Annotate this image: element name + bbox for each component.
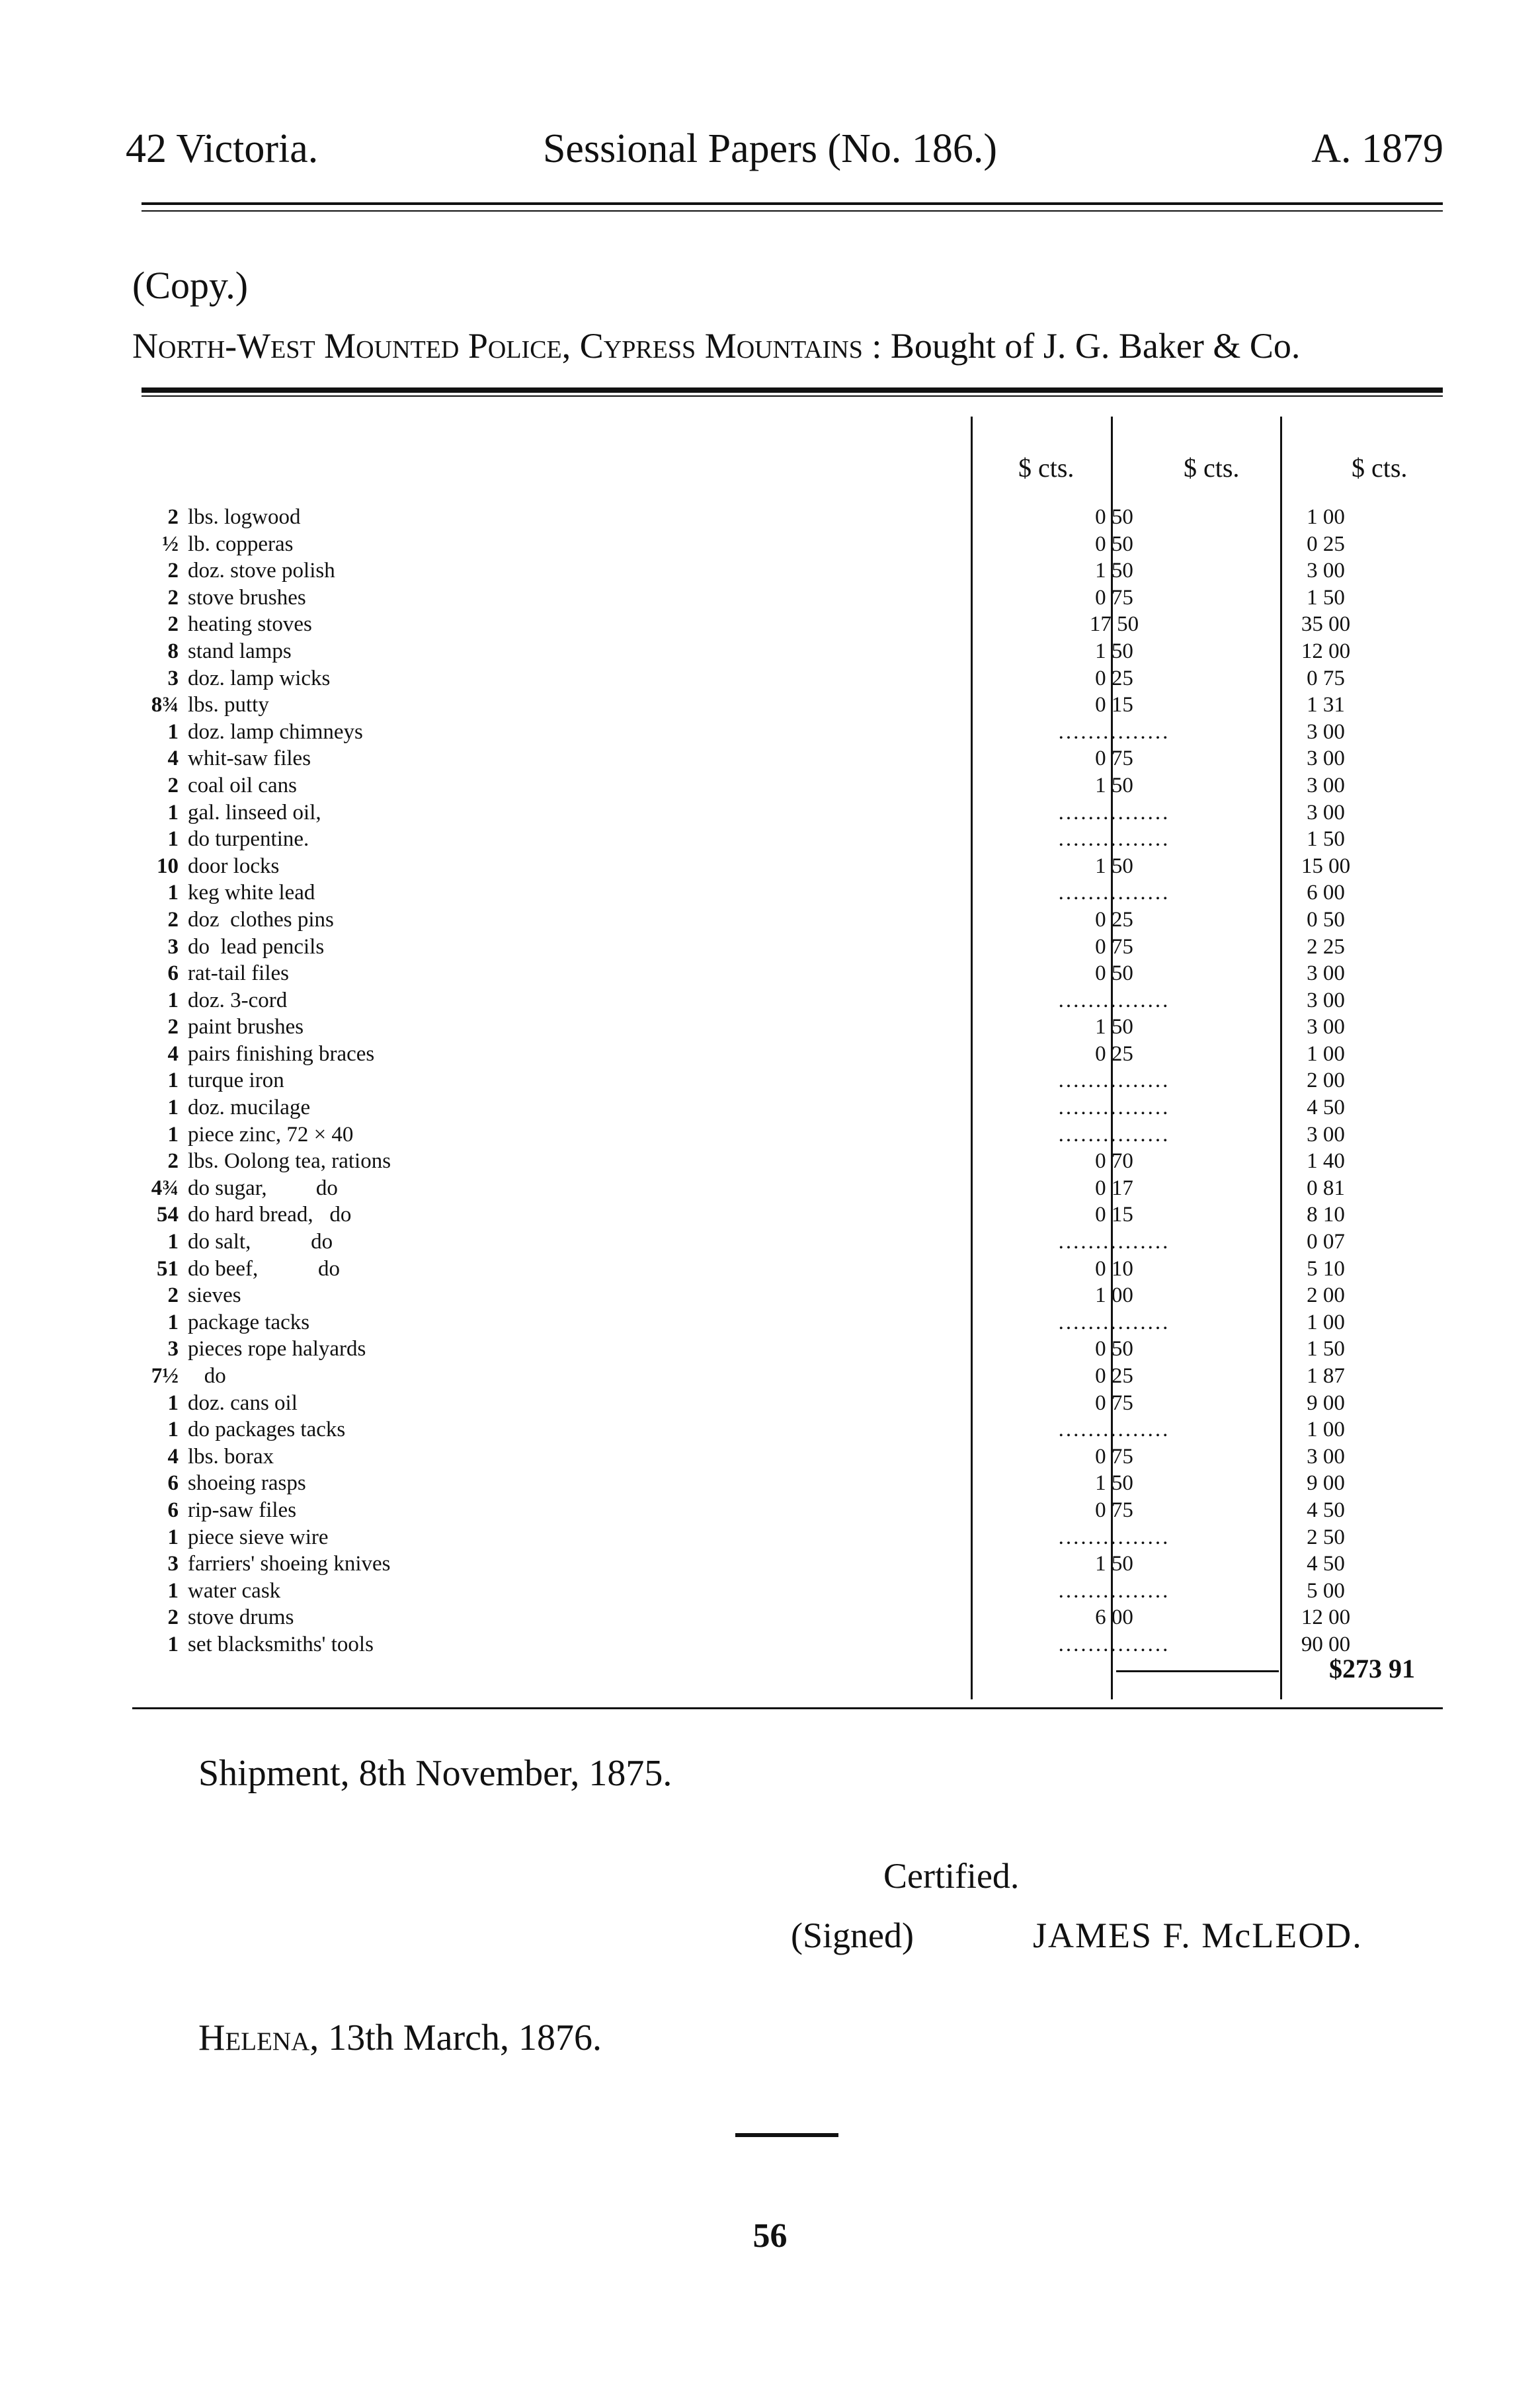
item-description-text: rip-saw files	[188, 1498, 300, 1522]
item-description	[188, 960, 1094, 987]
item-description-text: doz. lamp wicks	[188, 667, 334, 690]
item-description	[188, 1631, 1094, 1658]
table-row	[132, 1067, 1345, 1094]
item-description	[188, 1067, 1094, 1094]
item-amount: 0 75	[1307, 666, 1345, 690]
item-description-text: pairs finishing braces	[188, 1042, 378, 1066]
item-quantity: 4¾	[151, 1176, 179, 1200]
item-description	[188, 907, 1094, 933]
item-description-text: piece zinc, 72 × 40	[188, 1123, 357, 1147]
table-row	[132, 1497, 1345, 1524]
shipment-date: Shipment, 8th November, 1875.	[198, 1753, 672, 1794]
item-unit-price: 1 00	[1095, 1283, 1133, 1308]
item-quantity: 1	[167, 827, 179, 852]
item-description	[188, 1041, 1094, 1067]
table-row	[132, 1631, 1351, 1658]
item-description	[188, 1604, 1094, 1631]
copy-note: (Copy.)	[132, 264, 249, 307]
table-row	[132, 1578, 1345, 1605]
item-unit-price: 17 50	[1089, 612, 1139, 637]
item-quantity: 2	[167, 907, 179, 932]
item-quantity: 4	[167, 1041, 179, 1066]
item-amount: 1 40	[1307, 1149, 1345, 1174]
table-row	[132, 772, 1345, 799]
item-quantity: 1	[167, 1310, 179, 1334]
item-quantity: 3	[167, 1337, 179, 1361]
item-description	[188, 987, 1094, 1014]
item-amount: 8 10	[1307, 1203, 1345, 1227]
table-row	[132, 638, 1351, 665]
table-row	[132, 826, 1345, 853]
signed-label: (Signed)	[791, 1916, 914, 1955]
table-row	[132, 504, 1345, 531]
certified-label: Certified.	[883, 1856, 1020, 1896]
item-quantity: 2	[167, 1605, 179, 1630]
footer-rule	[735, 2133, 838, 2137]
title-rule-thick	[142, 387, 1443, 393]
table-row	[132, 719, 1345, 746]
item-amount: 0 50	[1307, 907, 1345, 932]
item-amount: 3 00	[1307, 747, 1345, 771]
item-quantity: 54	[157, 1203, 179, 1227]
item-description-text: do beef, do	[188, 1257, 344, 1281]
table-row	[132, 907, 1345, 934]
item-unit-price: 0 17	[1095, 1176, 1133, 1200]
item-quantity: 2	[167, 612, 179, 637]
table-row	[132, 557, 1345, 585]
table-row	[132, 1604, 1351, 1631]
item-amount: 1 00	[1307, 1041, 1345, 1066]
organization-name: North-West Mounted Police, Cypress Mountains	[132, 326, 863, 366]
item-amount: 3 00	[1307, 1444, 1345, 1469]
item-unit-price: ...............	[1058, 1632, 1170, 1656]
item-quantity: 1	[167, 1122, 179, 1147]
item-quantity: 2	[167, 585, 179, 610]
item-unit-price: 1 50	[1095, 773, 1133, 797]
header-year: A. 1879	[1311, 126, 1443, 171]
item-description-text: lbs. Oolong tea, rations	[188, 1149, 395, 1173]
item-unit-price: 1 50	[1095, 854, 1133, 878]
item-unit-price: ...............	[1058, 719, 1170, 744]
item-amount: 3 00	[1307, 719, 1345, 744]
item-unit-price: ...............	[1058, 988, 1170, 1012]
item-description	[188, 1201, 1094, 1228]
item-quantity: 3	[167, 666, 179, 690]
invoice-items	[132, 504, 1351, 1658]
signer-name: JAMES F. McLEOD.	[1033, 1916, 1363, 1955]
item-description	[188, 1390, 1094, 1416]
item-description-text: lbs. putty	[188, 693, 273, 717]
item-description-text: stove brushes	[188, 586, 310, 610]
item-unit-price: ...............	[1058, 881, 1170, 905]
item-description-text: doz. cans oil	[188, 1391, 302, 1415]
item-description-text: lbs. logwood	[188, 505, 305, 529]
table-row	[132, 1229, 1345, 1256]
table-row	[132, 1416, 1345, 1443]
item-unit-price: 0 70	[1095, 1149, 1133, 1174]
item-unit-price: ...............	[1058, 1418, 1170, 1442]
table-bottom-rule	[132, 1707, 1443, 1709]
item-unit-price: ...............	[1058, 1578, 1170, 1603]
table-row	[132, 745, 1345, 772]
item-description-text: keg white lead	[188, 881, 319, 905]
item-unit-price: ...............	[1058, 1525, 1170, 1549]
item-description-text: heating stoves	[188, 612, 316, 636]
item-unit-price: 0 75	[1095, 585, 1133, 610]
item-unit-price: 0 75	[1095, 934, 1133, 959]
item-quantity: 1	[167, 1096, 179, 1120]
item-unit-price: 0 15	[1095, 693, 1133, 717]
column-header-amount: $ cts.	[1184, 453, 1240, 483]
table-row	[132, 879, 1345, 907]
item-description	[188, 1363, 1094, 1389]
item-unit-price: 1 50	[1095, 1015, 1133, 1039]
item-description	[188, 772, 1094, 799]
item-description-text: turque iron	[188, 1069, 288, 1092]
item-description	[188, 585, 1094, 611]
header-rule	[142, 202, 1443, 212]
item-description-text: gal. linseed oil,	[188, 801, 325, 825]
item-unit-price: ...............	[1058, 1122, 1170, 1147]
item-amount: 1 00	[1307, 1310, 1345, 1334]
table-row	[132, 799, 1345, 827]
item-amount: 0 07	[1307, 1230, 1345, 1254]
item-amount: 4 50	[1307, 1552, 1345, 1576]
item-description-text: do hard bread, do	[188, 1203, 355, 1227]
table-row	[132, 987, 1345, 1014]
table-row	[132, 1201, 1345, 1229]
item-amount: 2 25	[1307, 934, 1345, 959]
item-quantity: 6	[167, 961, 179, 986]
item-unit-price: ...............	[1058, 800, 1170, 825]
item-amount: 15 00	[1301, 854, 1351, 878]
item-amount: 6 00	[1307, 881, 1345, 905]
header-session: 42 Victoria.	[126, 126, 319, 171]
item-amount: 3 00	[1307, 773, 1345, 797]
item-quantity: 1	[167, 1632, 179, 1656]
table-row	[132, 1121, 1345, 1149]
item-quantity: 1	[167, 1391, 179, 1415]
item-description	[188, 934, 1094, 960]
item-unit-price: 0 50	[1095, 505, 1133, 529]
item-unit-price: 0 75	[1095, 1444, 1133, 1469]
table-row	[132, 1256, 1345, 1283]
item-description-text: do salt, do	[188, 1230, 337, 1254]
item-description-text: stand lamps	[188, 639, 296, 663]
invoice-total: $273 91	[1329, 1654, 1415, 1683]
item-unit-price: 0 15	[1095, 1203, 1133, 1227]
item-unit-price: 0 50	[1095, 961, 1133, 986]
item-quantity: 1	[167, 988, 179, 1012]
item-description	[188, 745, 1094, 772]
item-description	[188, 1094, 1094, 1121]
item-description	[188, 638, 1094, 665]
item-unit-price: 1 50	[1095, 559, 1133, 583]
table-row	[132, 611, 1351, 638]
item-quantity: 8	[167, 639, 179, 663]
table-row	[132, 1309, 1345, 1336]
item-amount: 9 00	[1307, 1471, 1345, 1496]
item-description	[188, 1256, 1094, 1282]
table-row	[132, 1551, 1345, 1578]
subtitle-separator: :	[862, 326, 891, 366]
item-description	[188, 1336, 1094, 1362]
item-description-text: paint brushes	[188, 1015, 307, 1039]
invoice-subtitle	[132, 325, 1300, 366]
item-quantity: 1	[167, 1578, 179, 1603]
item-amount: 2 00	[1307, 1069, 1345, 1093]
item-amount: 3 00	[1307, 988, 1345, 1012]
table-row	[132, 665, 1345, 692]
item-description	[188, 1282, 1094, 1309]
item-quantity: 8¾	[151, 693, 179, 717]
item-description-text: water cask	[188, 1579, 284, 1603]
item-quantity: 4	[167, 1444, 179, 1469]
column-header-unit: $ cts.	[1018, 453, 1074, 483]
item-description-text: shoeing rasps	[188, 1471, 310, 1495]
item-description-text: do turpentine.	[188, 827, 313, 851]
item-description	[188, 1014, 1094, 1040]
item-unit-price: 0 10	[1095, 1256, 1133, 1281]
item-description-text: doz. mucilage	[188, 1096, 314, 1119]
item-description-text: do sugar, do	[188, 1176, 342, 1200]
item-unit-price: 0 75	[1095, 1498, 1133, 1522]
item-description-text: whit-saw files	[188, 747, 315, 770]
item-description	[188, 504, 1094, 530]
item-description-text: pieces rope halyards	[188, 1337, 370, 1361]
table-row	[132, 1470, 1345, 1497]
item-description-text: doz clothes pins	[188, 908, 338, 932]
item-unit-price: ...............	[1058, 1230, 1170, 1254]
title-rule-thin	[142, 395, 1443, 397]
item-unit-price: 0 50	[1095, 1337, 1133, 1361]
item-amount: 3 00	[1307, 800, 1345, 825]
item-description	[188, 1524, 1094, 1551]
table-row	[132, 853, 1351, 880]
item-description-text: door locks	[188, 854, 283, 878]
item-quantity: 6	[167, 1498, 179, 1522]
item-description	[188, 1578, 1094, 1604]
item-quantity: 2	[167, 1015, 179, 1039]
item-description	[188, 1121, 1094, 1148]
item-amount: 1 00	[1307, 1418, 1345, 1442]
item-quantity: 1	[167, 881, 179, 905]
item-unit-price: ...............	[1058, 1069, 1170, 1093]
item-unit-price: 0 75	[1095, 1391, 1133, 1415]
item-description-text: stove drums	[188, 1605, 298, 1629]
item-quantity: 7½	[151, 1364, 179, 1388]
place-date	[198, 2017, 602, 2059]
item-quantity: 1	[167, 719, 179, 744]
item-description-text: set blacksmiths' tools	[188, 1633, 378, 1656]
item-description	[188, 1175, 1094, 1201]
item-amount: 3 00	[1307, 961, 1345, 986]
item-amount: 0 81	[1307, 1176, 1345, 1200]
item-description	[188, 826, 1094, 852]
item-description	[188, 1148, 1094, 1174]
item-unit-price: 0 50	[1095, 532, 1133, 556]
item-unit-price: 0 25	[1095, 907, 1133, 932]
item-unit-price: ...............	[1058, 1096, 1170, 1120]
item-description-text: do packages tacks	[188, 1418, 349, 1441]
item-unit-price: 1 50	[1095, 1552, 1133, 1576]
item-amount: 1 87	[1307, 1364, 1345, 1388]
item-quantity: 2	[167, 1283, 179, 1308]
item-description	[188, 1229, 1094, 1255]
table-row	[132, 1094, 1345, 1121]
vendor-name: Bought of J. G. Baker & Co.	[890, 326, 1301, 366]
item-quantity: 51	[157, 1256, 179, 1281]
item-amount: 90 00	[1301, 1632, 1351, 1656]
item-amount: 2 50	[1307, 1525, 1345, 1549]
table-row	[132, 1282, 1345, 1309]
table-row	[132, 1390, 1345, 1417]
item-description	[188, 879, 1094, 906]
table-row	[132, 1148, 1345, 1175]
table-row	[132, 934, 1345, 961]
item-amount: 4 50	[1307, 1096, 1345, 1120]
item-quantity: 1	[167, 1069, 179, 1093]
item-amount: 9 00	[1307, 1391, 1345, 1415]
place-name: Helena	[198, 2017, 310, 2058]
table-row	[132, 1363, 1345, 1390]
item-quantity: 2	[167, 559, 179, 583]
item-description	[188, 611, 1094, 637]
item-description	[188, 692, 1094, 718]
item-unit-price: 6 00	[1095, 1605, 1133, 1630]
item-description-text: lbs. borax	[188, 1445, 278, 1469]
table-row	[132, 585, 1345, 612]
item-quantity: 1	[167, 1230, 179, 1254]
item-amount: 3 00	[1307, 1015, 1345, 1039]
item-amount: 12 00	[1301, 1605, 1351, 1630]
item-description	[188, 1416, 1094, 1443]
item-quantity: 6	[167, 1471, 179, 1496]
item-quantity: 10	[157, 854, 179, 878]
item-quantity: 3	[167, 1552, 179, 1576]
item-description	[188, 1497, 1094, 1523]
item-description-text: coal oil cans	[188, 774, 301, 797]
item-quantity: 2	[167, 505, 179, 529]
item-quantity: 2	[167, 773, 179, 797]
column-header-total: $ cts.	[1352, 453, 1408, 483]
item-description-text: do lead pencils	[188, 935, 328, 959]
table-row	[132, 1175, 1345, 1202]
item-amount: 2 00	[1307, 1283, 1345, 1308]
item-amount: 1 50	[1307, 827, 1345, 852]
item-unit-price: 0 75	[1095, 747, 1133, 771]
item-description-text: piece sieve wire	[188, 1525, 333, 1549]
table-row	[132, 1336, 1345, 1363]
item-description	[188, 799, 1094, 826]
header-title: Sessional Papers (No. 186.)	[542, 126, 998, 171]
item-amount: 1 50	[1307, 1337, 1345, 1361]
item-quantity: 1	[167, 1418, 179, 1442]
item-description	[188, 557, 1094, 584]
item-amount: 1 31	[1307, 693, 1345, 717]
item-description-text: doz. lamp chimneys	[188, 720, 367, 744]
table-row	[132, 960, 1345, 987]
item-amount: 1 50	[1307, 585, 1345, 610]
item-description	[188, 665, 1094, 692]
item-unit-price: 0 25	[1095, 666, 1133, 690]
item-amount: 12 00	[1301, 639, 1351, 663]
item-description	[188, 853, 1094, 879]
item-description-text: lb. copperas	[188, 532, 297, 556]
item-amount: 4 50	[1307, 1498, 1345, 1522]
item-quantity: 1	[167, 800, 179, 825]
item-quantity: ½	[162, 532, 179, 556]
item-unit-price: 0 25	[1095, 1041, 1133, 1066]
item-unit-price: 0 25	[1095, 1364, 1133, 1388]
item-description	[188, 531, 1094, 557]
item-quantity: 3	[167, 934, 179, 959]
table-row	[132, 692, 1345, 719]
item-amount: 5 00	[1307, 1578, 1345, 1603]
item-description-text: farriers' shoeing knives	[188, 1552, 395, 1576]
signature-date: , 13th March, 1876.	[309, 2017, 602, 2058]
item-description	[188, 1443, 1094, 1470]
item-unit-price: ...............	[1058, 1310, 1170, 1334]
item-quantity: 1	[167, 1525, 179, 1549]
item-unit-price: 1 50	[1095, 639, 1133, 663]
table-row	[132, 1443, 1345, 1471]
item-description	[188, 1470, 1094, 1496]
item-unit-price: 1 50	[1095, 1471, 1133, 1496]
item-description-text: rat-tail files	[188, 961, 293, 985]
item-description-text: sieves	[188, 1283, 245, 1307]
item-description-text: doz. stove polish	[188, 559, 339, 583]
item-amount: 5 10	[1307, 1256, 1345, 1281]
item-amount: 3 00	[1307, 1122, 1345, 1147]
item-amount: 35 00	[1301, 612, 1351, 637]
page-number: 56	[752, 2217, 788, 2255]
item-description-text: package tacks	[188, 1311, 313, 1334]
table-row	[132, 1041, 1345, 1068]
sum-rule	[1116, 1670, 1279, 1672]
item-amount: 0 25	[1307, 532, 1345, 556]
item-quantity: 2	[167, 1149, 179, 1174]
table-row	[132, 531, 1345, 558]
item-unit-price: ...............	[1058, 827, 1170, 852]
item-description-text: do	[188, 1364, 230, 1388]
table-row	[132, 1524, 1345, 1551]
table-row	[132, 1014, 1345, 1041]
item-amount: 3 00	[1307, 559, 1345, 583]
item-description	[188, 1551, 1094, 1577]
item-amount: 1 00	[1307, 505, 1345, 529]
item-description	[188, 1309, 1094, 1336]
item-description-text: doz. 3-cord	[188, 989, 291, 1012]
item-description	[188, 719, 1094, 745]
item-quantity: 4	[167, 747, 179, 771]
